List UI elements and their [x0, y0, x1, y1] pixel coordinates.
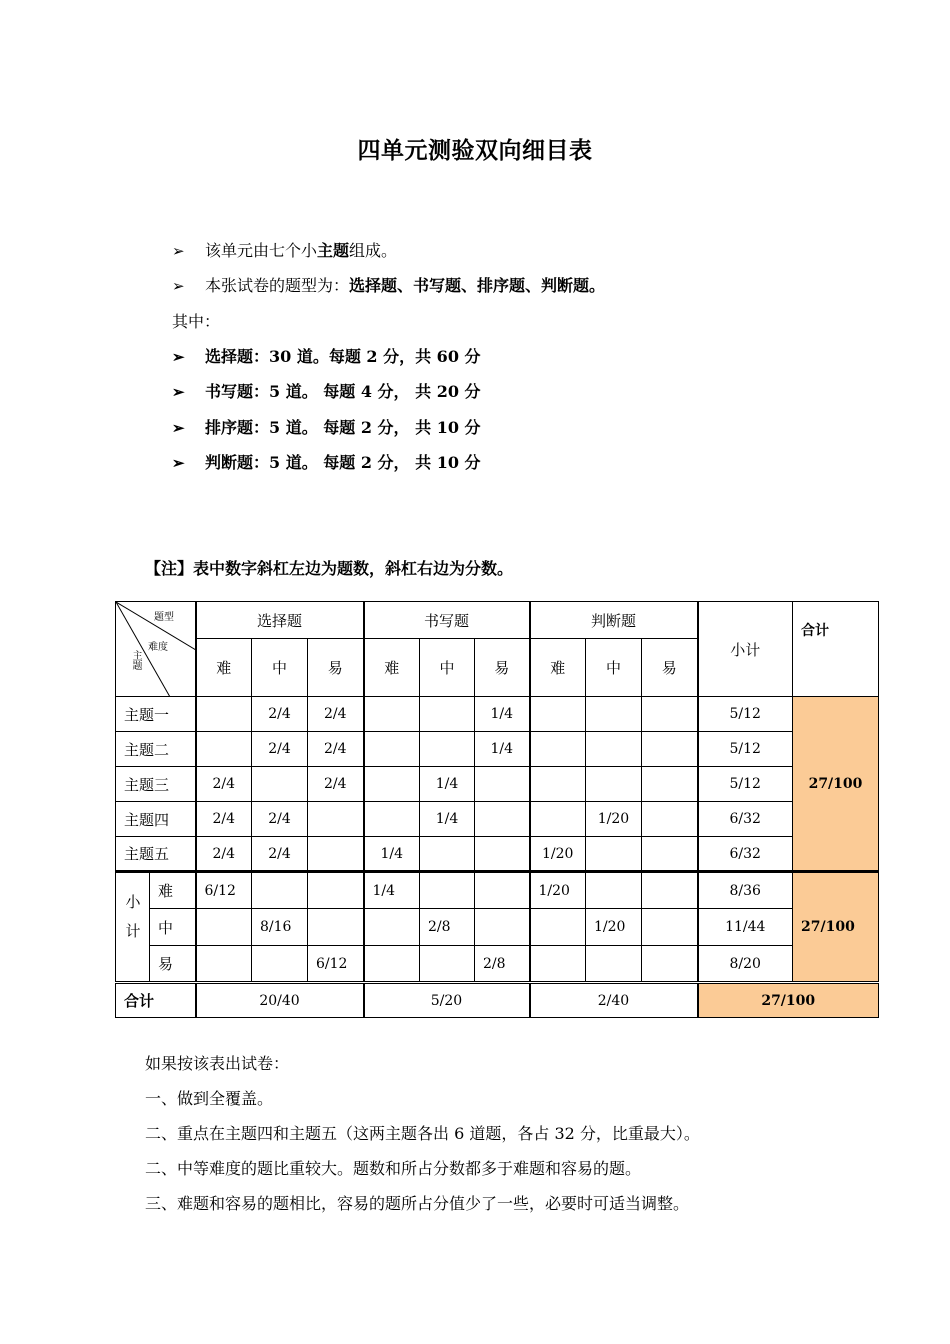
table-cell: [364, 946, 420, 983]
type-header-choice: 选择题: [196, 602, 364, 639]
conclusion-item: 二、重点在主题四和主题五（这两主题各出 6 道题，各占 32 分，比重最大）。: [145, 1124, 700, 1143]
table-cell: [196, 697, 252, 732]
table-cell: [642, 767, 698, 802]
table-cell: [586, 946, 642, 983]
intro-line-2-bold: 选择题、书写题、排序题、判断题。: [349, 276, 606, 295]
table-cell: [308, 909, 364, 946]
table-cell: [420, 732, 475, 767]
conclusion-item: 三、难题和容易的题相比，容易的题所占分值少了一些，必要时可适当调整。: [145, 1194, 690, 1213]
table-cell: 1/4: [420, 767, 475, 802]
table-cell: [642, 946, 698, 983]
table-cell: [530, 697, 586, 732]
table-cell: [308, 872, 364, 909]
bullet-arrow-icon: ➢: [172, 419, 185, 437]
table-cell: [308, 802, 364, 837]
table-cell: [642, 872, 698, 909]
grand-total-judgement: 2/40: [530, 983, 698, 1018]
table-cell: [642, 697, 698, 732]
corner-difficulty-label: 难度: [148, 642, 168, 653]
level-header: 易: [475, 639, 530, 697]
grand-total-value: 27/100: [698, 983, 879, 1018]
table-row: [116, 802, 879, 837]
table-cell: 1/20: [586, 909, 642, 946]
grand-total-choice: 20/40: [196, 983, 364, 1018]
row-subtotal: 8/36: [698, 872, 793, 909]
level-header: 易: [642, 639, 698, 697]
intro-line-1: [172, 238, 397, 261]
intro-line-1-post: 组成。: [349, 241, 398, 260]
table-cell: [642, 802, 698, 837]
detail-text: 排序题：5 道。 每题 2 分， 共 10 分: [205, 418, 481, 437]
corner-header-cell: [116, 602, 196, 697]
detail-line: [172, 379, 481, 402]
bullet-arrow-icon: ➢: [172, 242, 185, 260]
specification-table: [115, 601, 879, 1018]
table-cell: [530, 767, 586, 802]
level-header: 中: [420, 639, 475, 697]
table-row: [116, 732, 879, 767]
detail-line: [172, 450, 481, 473]
table-cell: [420, 872, 475, 909]
table-cell: 2/4: [252, 837, 308, 872]
table-cell: 2/8: [475, 946, 530, 983]
bullet-arrow-icon: ➢: [172, 348, 185, 366]
table-row: [116, 909, 879, 946]
table-cell: 1/20: [530, 837, 586, 872]
level-label: 易: [150, 946, 196, 983]
level-header: 难: [364, 639, 420, 697]
detail-text: 书写题：5 道。 每题 4 分， 共 20 分: [205, 382, 481, 401]
level-header: 中: [252, 639, 308, 697]
level-header: 难: [530, 639, 586, 697]
detail-text: 选择题：30 道。每题 2 分，共 60 分: [205, 347, 481, 366]
table-cell: [530, 909, 586, 946]
bullet-arrow-icon: ➢: [172, 454, 185, 472]
table-cell: [642, 909, 698, 946]
level-header: 易: [308, 639, 364, 697]
table-cell: [642, 837, 698, 872]
row-subtotal: 11/44: [698, 909, 793, 946]
intro-line-1-bold: 主题: [317, 241, 350, 260]
rows-total-cell: 27/100: [793, 697, 879, 872]
table-row: [116, 837, 879, 872]
level-header: 中: [586, 639, 642, 697]
row-subtotal: 6/32: [698, 837, 793, 872]
table-cell: [586, 872, 642, 909]
bullet-arrow-icon: ➢: [172, 383, 185, 401]
table-cell: [420, 837, 475, 872]
intro-line-2: [172, 273, 605, 296]
table-row: [116, 946, 879, 983]
table-cell: 8/16: [252, 909, 308, 946]
grand-total-writing: 5/20: [364, 983, 530, 1018]
table-cell: [420, 946, 475, 983]
table-cell: [642, 732, 698, 767]
page-title: 四单元测验双向细目表: [357, 138, 593, 164]
level-header: 难: [196, 639, 252, 697]
intro-line-1-pre: 该单元由七个小: [205, 241, 318, 260]
table-cell: [420, 697, 475, 732]
table-cell: 1/20: [586, 802, 642, 837]
table-row: [116, 872, 879, 909]
intro-sub-label: 其中：: [172, 312, 221, 331]
sub-total-cell: 27/100: [793, 872, 879, 983]
subtotal-group-text: 小计: [123, 894, 142, 952]
table-note: 【注】表中数字斜杠左边为题数，斜杠右边为分数。: [145, 559, 514, 578]
table-row: [116, 767, 879, 802]
table-row: [116, 697, 879, 732]
intro-line-2-pre: 本张试卷的题型为：: [205, 276, 350, 295]
corner-type-label: 题型: [154, 612, 174, 623]
row-subtotal: 5/12: [698, 697, 793, 732]
table-cell: [475, 767, 530, 802]
detail-line: [172, 344, 481, 367]
table-cell: 2/4: [196, 837, 252, 872]
table-cell: 2/8: [420, 909, 475, 946]
grand-total-label: 合计: [116, 983, 196, 1018]
table-cell: 1/20: [530, 872, 586, 909]
row-subtotal: 8/20: [698, 946, 793, 983]
table-cell: 2/4: [252, 802, 308, 837]
subtotal-header: 小计: [698, 602, 793, 697]
table-cell: [196, 946, 252, 983]
topic-label: 主题三: [116, 767, 196, 802]
table-cell: [475, 802, 530, 837]
subtotal-group-label: [116, 872, 150, 983]
table-cell: 6/12: [308, 946, 364, 983]
topic-label: 主题二: [116, 732, 196, 767]
type-header-judgement: 判断题: [530, 602, 698, 639]
conclusion-lead: 如果按该表出试卷：: [145, 1054, 290, 1073]
table-cell: 2/4: [252, 697, 308, 732]
table-cell: [530, 732, 586, 767]
bullet-arrow-icon: ➢: [172, 277, 185, 295]
detail-line: [172, 415, 481, 438]
total-header: 合计: [793, 602, 879, 697]
table-cell: [196, 732, 252, 767]
table-cell: 2/4: [196, 802, 252, 837]
table-cell: [475, 872, 530, 909]
table-cell: [586, 697, 642, 732]
table-cell: [364, 767, 420, 802]
topic-label: 主题五: [116, 837, 196, 872]
conclusion-item: 一、做到全覆盖。: [145, 1089, 274, 1108]
table-cell: 2/4: [308, 732, 364, 767]
table-cell: [308, 837, 364, 872]
table-cell: [586, 732, 642, 767]
table-cell: [196, 909, 252, 946]
corner-topic-label: 主题: [130, 650, 141, 670]
table-cell: [252, 946, 308, 983]
table-cell: [364, 697, 420, 732]
topic-label: 主题四: [116, 802, 196, 837]
table-cell: 1/4: [420, 802, 475, 837]
row-subtotal: 6/32: [698, 802, 793, 837]
level-label: 中: [150, 909, 196, 946]
table-cell: [530, 946, 586, 983]
conclusion-item: 二、中等难度的题比重较大。题数和所占分数都多于难题和容易的题。: [145, 1159, 642, 1178]
row-subtotal: 5/12: [698, 732, 793, 767]
table-cell: 1/4: [364, 872, 420, 909]
table-cell: [364, 732, 420, 767]
table-cell: 2/4: [308, 767, 364, 802]
table-cell: [475, 909, 530, 946]
table-cell: 6/12: [196, 872, 252, 909]
table-cell: 1/4: [475, 697, 530, 732]
table-cell: 2/4: [308, 697, 364, 732]
table-cell: [364, 909, 420, 946]
table-cell: 1/4: [364, 837, 420, 872]
type-header-writing: 书写题: [364, 602, 530, 639]
level-label: 难: [150, 872, 196, 909]
row-subtotal: 5/12: [698, 767, 793, 802]
table-cell: [586, 837, 642, 872]
detail-text: 判断题：5 道。 每题 2 分， 共 10 分: [205, 453, 481, 472]
table-cell: [475, 837, 530, 872]
table-cell: 1/4: [475, 732, 530, 767]
topic-label: 主题一: [116, 697, 196, 732]
table-cell: [530, 802, 586, 837]
table-cell: [364, 802, 420, 837]
table-cell: [252, 872, 308, 909]
table-cell: 2/4: [196, 767, 252, 802]
table-cell: [586, 767, 642, 802]
table-cell: [252, 767, 308, 802]
grand-total-row: [116, 983, 879, 1018]
table-cell: 2/4: [252, 732, 308, 767]
